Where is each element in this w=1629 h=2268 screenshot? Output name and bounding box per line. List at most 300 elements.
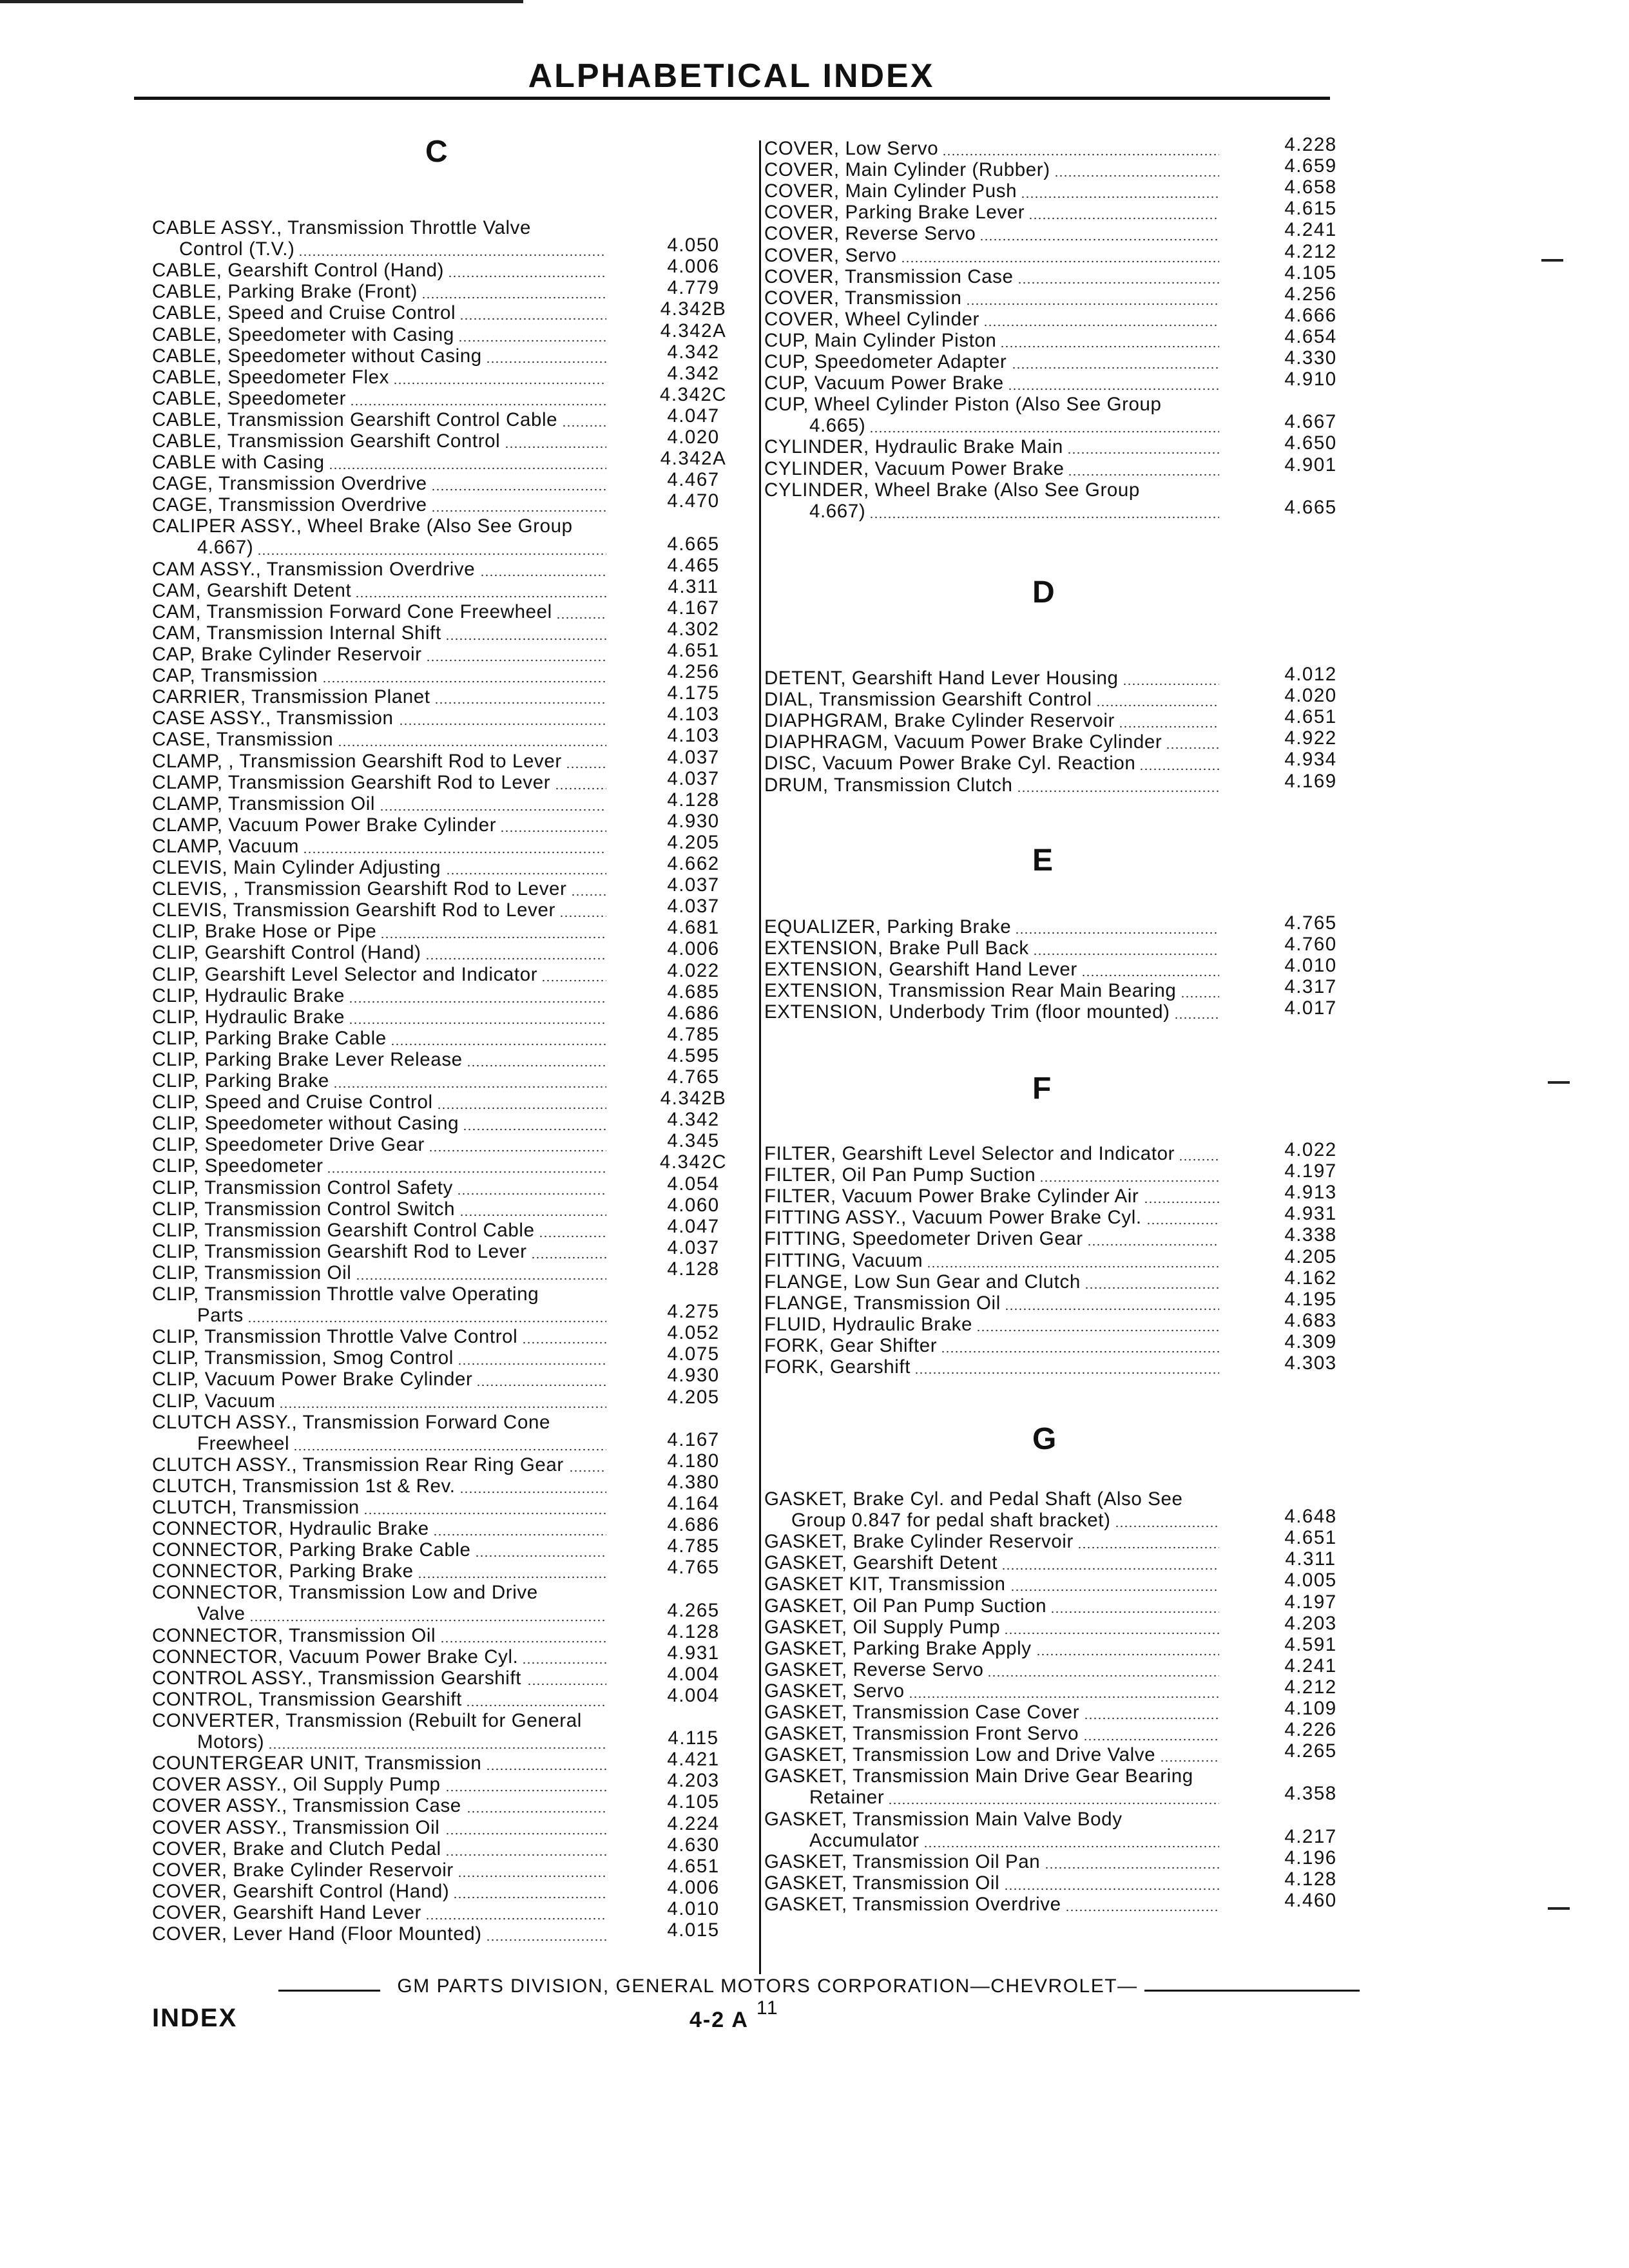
entry-page-number: 4.591 [1284, 1633, 1337, 1655]
dot-leader [249, 1619, 606, 1622]
section-letter: F [1032, 1072, 1052, 1106]
entry-page-number: 4.342B [660, 298, 727, 320]
entry-description: CLIP, Transmission Gearshift Rod to Lever [152, 1240, 527, 1262]
entry-description: CYLINDER, Wheel Brake (Also See Group [764, 479, 1140, 501]
dot-leader [458, 1875, 606, 1878]
dot-leader [927, 1265, 1219, 1268]
entry-page-number: 4.931 [667, 1642, 720, 1664]
entry-description: CYLINDER, Vacuum Power Brake [764, 457, 1065, 479]
dot-leader [356, 1278, 606, 1280]
entry-description: CLAMP, , Transmission Gearshift Rod to Lever [152, 750, 562, 772]
entry-page-number: 4.467 [667, 469, 720, 491]
dot-leader [941, 1350, 1219, 1353]
entry-page-number: 4.910 [1284, 369, 1337, 390]
entry-page-number: 4.785 [667, 1535, 720, 1557]
entry-page-number: 4.342A [660, 448, 727, 470]
entry-description: COVER, Reverse Servo [764, 223, 976, 245]
dot-leader [475, 1555, 606, 1557]
entry-description: GASKET, Transmission Main Valve Body [764, 1808, 1123, 1830]
dot-leader [459, 318, 606, 320]
entry-page-number: 4.241 [1284, 1655, 1337, 1677]
entry-page-number: 4.010 [667, 1898, 720, 1919]
section-letter: D [1032, 575, 1055, 610]
dot-leader [869, 430, 1219, 433]
entry-description: CLIP, Hydraulic Brake [152, 985, 345, 1006]
entry-description: CABLE, Transmission Gearshift Control Cable [152, 408, 558, 430]
dot-leader [1144, 1201, 1219, 1204]
entry-page-number: 4.006 [667, 938, 720, 960]
entry-description: CLIP, Speedometer [152, 1155, 323, 1177]
entry-description: CAP, Brake Cylinder Reservoir [152, 644, 422, 665]
dot-leader [1087, 1244, 1219, 1246]
entry-description: CLIP, Gearshift Control (Hand) [152, 942, 421, 964]
dot-leader [1096, 704, 1219, 707]
entry-page-number: 4.164 [667, 1493, 720, 1514]
dot-leader [425, 1917, 606, 1920]
entry-description: COVER, Parking Brake Lever [764, 202, 1025, 224]
dot-leader [987, 1675, 1219, 1677]
entry-description: GASKET, Oil Pan Pump Suction [764, 1595, 1047, 1617]
entry-description: CAM ASSY., Transmission Overdrive [152, 558, 476, 580]
entry-description: COVER ASSY., Transmission Case [152, 1795, 461, 1817]
entry-page-number: 4.162 [1284, 1267, 1337, 1289]
entry-description: FITTING, Speedometer Driven Gear [764, 1228, 1083, 1250]
entry-description: CLIP, Transmission Oil [152, 1262, 352, 1283]
entry-page-number: 4.197 [1284, 1591, 1337, 1613]
dot-leader [901, 260, 1219, 263]
entry-page-number: 4.037 [667, 767, 720, 789]
entry-page-number: 4.342 [667, 362, 720, 384]
dot-leader [463, 1128, 606, 1131]
entry-description: CAM, Gearshift Detent [152, 579, 352, 601]
entry-page-number: 4.205 [667, 831, 720, 853]
dot-leader [459, 1491, 606, 1494]
dot-leader [1036, 1653, 1219, 1656]
entry-description: CLIP, Hydraulic Brake [152, 1006, 345, 1028]
entry-page-number: 4.265 [1284, 1740, 1337, 1762]
entry-description: CONVERTER, Transmission (Rebuilt for General [152, 1710, 582, 1731]
dot-leader [349, 1001, 606, 1003]
entry-description: FITTING, Vacuum [764, 1249, 923, 1271]
dot-leader [1045, 1867, 1219, 1869]
dot-leader [500, 830, 606, 832]
dot-leader [571, 894, 606, 896]
entry-description: COVER, Main Cylinder Push [764, 180, 1017, 202]
entry-description: COVER, Low Servo [764, 138, 939, 159]
entry-page-number: 4.342 [667, 1109, 720, 1131]
entry-description: GASKET, Reverse Servo [764, 1658, 984, 1680]
dot-leader [1160, 1760, 1219, 1762]
entry-page-number: 4.017 [1284, 997, 1337, 1019]
entry-description: CONTROL ASSY., Transmission Gearshift [152, 1667, 522, 1689]
entry-description: CLIP, Parking Brake Cable [152, 1027, 387, 1049]
entry-description: EQUALIZER, Parking Brake [764, 916, 1012, 937]
dot-leader [1012, 367, 1219, 369]
entry-page-number: 4.465 [667, 554, 720, 576]
dot-leader [458, 340, 606, 342]
dot-leader [293, 1448, 606, 1451]
entry-description: FILTER, Vacuum Power Brake Cylinder Air [764, 1186, 1139, 1207]
dot-leader [1017, 790, 1219, 793]
entry-description-continued: 4.667) [809, 500, 866, 522]
entry-page-number: 4.004 [667, 1663, 720, 1685]
entry-page-number: 4.651 [667, 640, 720, 661]
dot-leader [380, 936, 606, 939]
entry-page-number: 4.785 [667, 1023, 720, 1045]
dot-leader [338, 744, 606, 747]
entry-page-number: 4.665 [1284, 496, 1337, 518]
dot-leader [445, 638, 606, 640]
entry-page-number: 4.342B [660, 1088, 727, 1110]
dot-leader [433, 1533, 606, 1536]
entry-description: GASKET, Transmission Front Servo [764, 1723, 1079, 1745]
entry-page-number: 4.006 [667, 1876, 720, 1898]
entry-description: CABLE with Casing [152, 452, 325, 474]
dot-leader [268, 1747, 606, 1749]
entry-description: EXTENSION, Underbody Trim (floor mounted) [764, 1001, 1170, 1023]
entry-description: CLEVIS, , Transmission Gearshift Rod to Lever [152, 878, 567, 900]
entry-description: GASKET, Transmission Oil Pan [764, 1850, 1041, 1872]
entry-description: GASKET, Brake Cyl. and Pedal Shaft (Also See [764, 1488, 1183, 1510]
dot-leader [914, 1372, 1219, 1374]
dot-leader [569, 1470, 606, 1472]
entry-description: FILTER, Oil Pan Pump Suction [764, 1164, 1036, 1186]
entry-page-number: 4.358 [1284, 1783, 1337, 1805]
dot-leader [393, 382, 606, 385]
entry-page-number: 4.309 [1284, 1331, 1337, 1352]
entry-description: COVER, Gearshift Control (Hand) [152, 1880, 450, 1902]
entry-page-number: 4.470 [667, 490, 720, 512]
entry-page-number: 4.205 [1284, 1245, 1337, 1267]
entry-page-number: 4.050 [667, 235, 720, 256]
entry-page-number: 4.686 [667, 1514, 720, 1536]
entry-page-number: 4.302 [667, 618, 720, 640]
dot-leader [1033, 953, 1219, 956]
footer-section-label: INDEX [152, 2004, 238, 2032]
dot-leader [1083, 1738, 1219, 1741]
entry-description: CLAMP, Transmission Gearshift Rod to Lever [152, 771, 551, 793]
entry-description: CUP, Vacuum Power Brake [764, 372, 1004, 394]
dot-leader [1179, 1158, 1219, 1161]
entry-page-number: 4.128 [667, 789, 720, 811]
entry-description: CAP, Transmission [152, 665, 318, 687]
dot-leader [1054, 175, 1219, 177]
entry-description-continued: 4.667) [197, 537, 254, 559]
dot-leader [434, 702, 606, 704]
dot-leader [459, 1214, 606, 1216]
entry-page-number: 4.338 [1284, 1224, 1337, 1246]
entry-description: CONNECTOR, Parking Brake [152, 1561, 414, 1582]
column-divider [759, 140, 761, 1974]
dot-leader [869, 516, 1219, 519]
entry-page-number: 4.256 [667, 661, 720, 683]
dot-leader [303, 851, 606, 854]
footer-rule-left [278, 1990, 380, 1992]
entry-page-number: 4.004 [667, 1684, 720, 1706]
entry-page-number: 4.217 [1284, 1825, 1337, 1847]
entry-description: GASKET KIT, Transmission [764, 1573, 1006, 1595]
entry-page-number: 4.196 [1284, 1847, 1337, 1869]
dot-leader [458, 1363, 606, 1365]
entry-page-number: 4.275 [667, 1301, 720, 1323]
dot-leader [1084, 1717, 1219, 1720]
dot-leader [431, 510, 606, 512]
entry-page-number: 4.037 [667, 874, 720, 896]
entry-description: CABLE, Speedometer without Casing [152, 345, 482, 367]
entry-page-number: 4.650 [1284, 432, 1337, 454]
entry-description: CARRIER, Transmission Planet [152, 686, 430, 708]
dot-leader [390, 1043, 606, 1046]
entry-page-number: 4.934 [1284, 749, 1337, 771]
entry-page-number: 4.212 [1284, 1676, 1337, 1698]
entry-page-number: 4.930 [667, 1365, 720, 1387]
entry-page-number: 4.022 [667, 959, 720, 981]
top-edge-rule [0, 0, 523, 3]
entry-page-number: 4.054 [667, 1173, 720, 1195]
dot-leader [1166, 747, 1219, 749]
dot-leader [426, 659, 606, 662]
entry-page-number: 4.037 [667, 746, 720, 768]
dot-leader [247, 1320, 606, 1323]
dot-leader [556, 617, 606, 619]
dot-leader [909, 1696, 1219, 1698]
dot-leader [555, 787, 606, 790]
entry-page-number: 4.654 [1284, 325, 1337, 347]
entry-description: CABLE ASSY., Transmission Throttle Valve [152, 217, 532, 238]
entry-page-number: 4.203 [667, 1770, 720, 1792]
dot-leader [541, 979, 606, 982]
entry-description: FLUID, Hydraulic Brake [764, 1313, 973, 1335]
dot-leader [976, 1329, 1219, 1332]
entry-page-number: 4.686 [667, 1002, 720, 1024]
entry-page-number: 4.667 [1284, 411, 1337, 433]
entry-page-number: 4.115 [668, 1727, 719, 1749]
entry-page-number: 4.169 [1284, 770, 1337, 792]
entry-description: CAM, Transmission Forward Cone Freewheel [152, 601, 552, 622]
dot-leader [1004, 1888, 1219, 1890]
dot-leader [1123, 683, 1219, 686]
entry-page-number: 4.595 [667, 1044, 720, 1066]
entry-page-number: 4.342C [659, 383, 728, 405]
entry-description: DIAPHGRAM, Brake Cylinder Reservoir [764, 710, 1115, 732]
entry-page-number: 4.615 [1284, 198, 1337, 220]
entry-description-continued: Valve [197, 1603, 246, 1625]
entry-description: CAM, Transmission Internal Shift [152, 622, 441, 644]
dot-leader [1115, 1525, 1219, 1528]
margin-mark [1548, 1081, 1570, 1084]
entry-page-number: 4.256 [1284, 283, 1337, 305]
entry-page-number: 4.666 [1284, 304, 1337, 326]
entry-page-number: 4.212 [1284, 240, 1337, 262]
entry-description: COVER ASSY., Transmission Oil [152, 1816, 440, 1838]
dot-leader [322, 680, 606, 683]
dot-leader [527, 1683, 606, 1686]
dot-leader [437, 1107, 606, 1110]
dot-leader [399, 723, 606, 726]
entry-description: GASKET, Oil Supply Pump [764, 1616, 1001, 1638]
section-letter: E [1032, 843, 1054, 878]
entry-description: COVER, Gearshift Hand Lever [152, 1901, 421, 1923]
entry-description: CYLINDER, Hydraulic Brake Main [764, 436, 1063, 458]
entry-description: CLIP, Transmission Gearshift Control Cable [152, 1219, 535, 1241]
entry-description: COUNTERGEAR UNIT, Transmission [152, 1753, 482, 1774]
dot-leader [1000, 345, 1219, 348]
dot-leader [1039, 1180, 1219, 1182]
entry-page-number: 4.922 [1284, 727, 1337, 749]
entry-description: CLIP, Vacuum Power Brake Cylinder [152, 1369, 473, 1390]
entry-page-number: 4.228 [1284, 134, 1337, 155]
dot-leader [1181, 995, 1219, 998]
entry-description: CLUTCH, Transmission [152, 1497, 360, 1518]
entry-page-number: 4.659 [1284, 155, 1337, 177]
entry-description: CUP, Wheel Cylinder Piston (Also See Group [764, 394, 1162, 416]
entry-description: CABLE, Speedometer Flex [152, 366, 389, 388]
dot-leader [562, 425, 606, 427]
entry-page-number: 4.047 [667, 1215, 720, 1237]
entry-page-number: 4.105 [667, 1791, 720, 1813]
dot-leader [349, 1022, 606, 1024]
entry-page-number: 4.342A [660, 320, 727, 341]
entry-description: DIAPHRAGM, Vacuum Power Brake Cylinder [764, 731, 1162, 753]
entry-page-number: 4.685 [667, 981, 720, 1003]
entry-description: CLIP, Brake Hose or Pipe [152, 921, 377, 943]
entry-page-number: 4.047 [667, 405, 720, 427]
entry-description: COVER, Brake Cylinder Reservoir [152, 1859, 454, 1881]
entry-description: CABLE, Parking Brake (Front) [152, 281, 418, 303]
entry-page-number: 4.226 [1284, 1719, 1337, 1741]
dot-leader [448, 275, 606, 278]
dot-leader [923, 1845, 1219, 1848]
footer-page-number: 4-2 A [689, 2008, 749, 2032]
entry-description: CLIP, Transmission Control Switch [152, 1198, 456, 1220]
dot-leader [559, 915, 606, 918]
dot-leader [446, 872, 606, 875]
entry-description: GASKET, Parking Brake Apply [764, 1637, 1032, 1659]
dot-leader [1015, 932, 1219, 934]
dot-leader [431, 488, 606, 491]
dot-leader [1005, 1308, 1219, 1311]
entry-description-continued: Parts [197, 1305, 244, 1326]
entry-description: COVER, Servo [764, 244, 897, 266]
footer-rule-right [1144, 1990, 1360, 1992]
entry-page-number: 4.681 [667, 917, 720, 939]
dot-leader [257, 553, 606, 555]
entry-description: CLIP, Speedometer without Casing [152, 1113, 459, 1135]
entry-page-number: 4.037 [667, 896, 720, 918]
entry-description: GASKET, Transmission Oil [764, 1872, 1000, 1894]
entry-page-number: 4.460 [1284, 1889, 1337, 1911]
entry-description: CLIP, Transmission, Smog Control [152, 1347, 454, 1369]
dot-leader [1077, 1546, 1219, 1549]
entry-description: CLAMP, Vacuum [152, 835, 300, 857]
entry-description: FLANGE, Low Sun Gear and Clutch [764, 1271, 1081, 1293]
entry-page-number: 4.105 [1284, 262, 1337, 284]
entry-page-number: 4.317 [1284, 976, 1337, 998]
entry-description: CLIP, Speed and Cruise Control [152, 1091, 433, 1113]
dot-leader [522, 1662, 606, 1664]
entry-description: CLIP, Transmission Throttle Valve Control [152, 1326, 518, 1348]
entry-description: COVER, Transmission Case [764, 265, 1014, 287]
dot-leader [522, 1341, 606, 1344]
entry-page-number: 4.303 [1284, 1352, 1337, 1374]
entry-page-number: 4.760 [1284, 934, 1337, 956]
dot-leader [467, 1064, 606, 1067]
entry-page-number: 4.052 [667, 1322, 720, 1344]
entry-page-number: 4.421 [667, 1749, 720, 1771]
entry-description: CLAMP, Vacuum Power Brake Cylinder [152, 814, 497, 836]
dot-leader [1081, 974, 1219, 977]
entry-description: DRUM, Transmission Clutch [764, 774, 1013, 796]
entry-page-number: 4.020 [667, 427, 720, 448]
entry-description: CLEVIS, Main Cylinder Adjusting [152, 857, 441, 878]
entry-description: CABLE, Gearshift Control (Hand) [152, 260, 445, 282]
entry-page-number: 4.930 [667, 810, 720, 832]
entry-description: COVER, Wheel Cylinder [764, 308, 979, 330]
dot-leader [539, 1235, 606, 1238]
entry-page-number: 4.265 [667, 1599, 720, 1621]
entry-page-number: 4.012 [1284, 664, 1337, 685]
entry-description: EXTENSION, Brake Pull Back [764, 937, 1029, 959]
entry-description: CASE, Transmission [152, 729, 334, 751]
footer-publisher: GM PARTS DIVISION, GENERAL MOTORS CORPORATION—CHEVROLET—11 [397, 1975, 1138, 2019]
dot-leader [1119, 726, 1219, 728]
entry-description: GASKET, Gearshift Detent [764, 1552, 998, 1574]
entry-description: CONNECTOR, Transmission Oil [152, 1624, 436, 1646]
entry-description: CUP, Main Cylinder Piston [764, 329, 997, 351]
entry-page-number: 4.037 [667, 1236, 720, 1258]
margin-mark [1541, 259, 1563, 262]
entry-page-number: 4.648 [1284, 1506, 1337, 1528]
entry-page-number: 4.128 [667, 1620, 720, 1642]
dot-leader [486, 1939, 606, 1941]
entry-description: COVER, Lever Hand (Floor Mounted) [152, 1923, 482, 1945]
entry-page-number: 4.658 [1284, 177, 1337, 198]
dot-leader [363, 1512, 606, 1515]
entry-page-number: 4.205 [667, 1386, 720, 1408]
dot-leader [429, 1149, 606, 1152]
entry-description: CLUTCH ASSY., Transmission Rear Ring Gear [152, 1454, 564, 1475]
entry-description: DIAL, Transmission Gearshift Control [764, 689, 1092, 711]
dot-leader [476, 1384, 606, 1387]
entry-page-number: 4.342 [667, 341, 720, 363]
entry-page-number: 4.651 [1284, 1527, 1337, 1549]
entry-page-number: 4.006 [667, 256, 720, 278]
entry-description: CALIPER ASSY., Wheel Brake (Also See Group [152, 515, 573, 537]
dot-leader [1050, 1611, 1219, 1613]
entry-page-number: 4.651 [667, 1855, 720, 1877]
entry-description: CLIP, Parking Brake [152, 1070, 329, 1091]
entry-description: CAGE, Transmission Overdrive [152, 473, 427, 495]
entry-description: CLUTCH ASSY., Transmission Forward Cone [152, 1411, 550, 1433]
dot-leader [486, 1768, 606, 1771]
entry-page-number: 4.180 [667, 1450, 720, 1472]
entry-description-continued: Freewheel [197, 1432, 290, 1454]
dot-leader [1065, 1909, 1219, 1912]
entry-description-continued: Group 0.847 for pedal shaft bracket) [791, 1510, 1111, 1531]
entry-description: CONNECTOR, Vacuum Power Brake Cyl. [152, 1646, 519, 1667]
entry-description: FLANGE, Transmission Oil [764, 1292, 1001, 1314]
entry-description: GASKET, Transmission Low and Drive Valve [764, 1744, 1156, 1766]
entry-page-number: 4.311 [668, 575, 719, 597]
entry-page-number: 4.010 [1284, 955, 1337, 977]
entry-description: COVER, Transmission [764, 287, 962, 309]
entry-page-number: 4.630 [667, 1834, 720, 1856]
entry-page-number: 4.241 [1284, 219, 1337, 241]
entry-description: GASKET, Brake Cylinder Reservoir [764, 1531, 1074, 1553]
entry-page-number: 4.765 [667, 1557, 720, 1579]
dot-leader [942, 153, 1219, 156]
entry-page-number: 4.015 [667, 1919, 720, 1941]
